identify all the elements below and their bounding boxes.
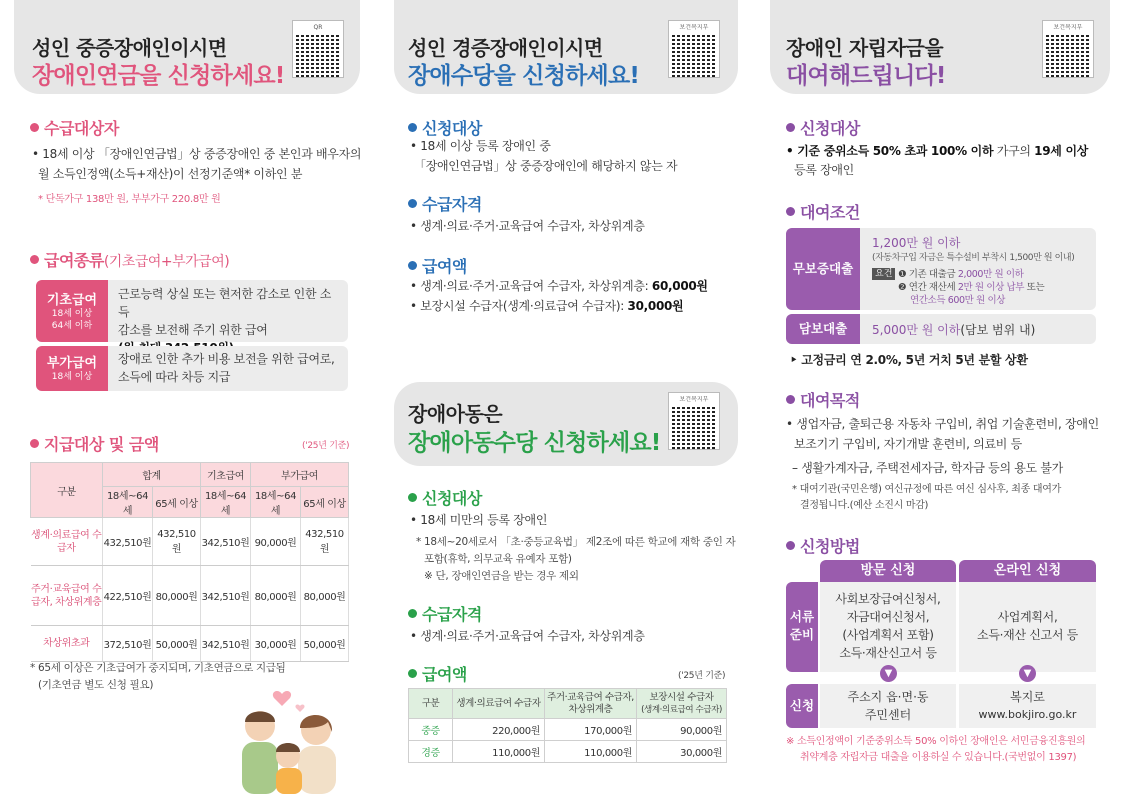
- footnote-2: (기초연금 별도 신청 필요): [38, 679, 154, 691]
- child-note-1: * 18세~20세로서 「초·중등교육법」 제2조에 따른 학교에 재학 중인 자: [416, 536, 736, 548]
- unsecured-limit: 1,200만 원 이하: [872, 236, 961, 250]
- family-illustration: [220, 686, 360, 794]
- visit-docs-box: [820, 582, 956, 672]
- purpose-line-2: 보조기기 구입비, 자기개발 훈련비, 의료비 등: [794, 437, 1022, 451]
- chevron-down-icon: ▼: [1019, 665, 1036, 682]
- qr-pattern: [296, 33, 340, 77]
- row-header: 경증: [409, 741, 453, 763]
- bullet-icon: [408, 493, 417, 502]
- row-header: 차상위초과: [31, 626, 103, 662]
- desc-line: 소득에 따라 차등 지급: [118, 370, 231, 384]
- recipients-line-1: • 18세 이상 「장애인연금법」상 중증장애인 중 본인과 배우자의: [32, 147, 362, 161]
- limit-note: (담보 범위 내): [960, 323, 1036, 337]
- section-title: 지급대상 및 금액: [44, 435, 159, 454]
- req-value: 2만 원 이상 납부: [957, 282, 1025, 293]
- doc-item: 사업계획서,: [997, 610, 1058, 624]
- bullet-icon: [408, 123, 417, 132]
- cell: 90,000원: [637, 719, 727, 741]
- header-pension: [14, 0, 360, 94]
- bullet-icon: [786, 395, 795, 404]
- header-line-1: 장애아동은: [408, 402, 503, 426]
- tag-age: 18세 이상: [51, 372, 93, 382]
- header-allowance: [394, 0, 738, 94]
- header-loan: [770, 0, 1110, 94]
- section-title: 신청대상: [422, 489, 482, 508]
- header-line-2: 대여해드립니다!: [786, 63, 946, 89]
- amount-line-1: [410, 276, 708, 296]
- desc-line: 감소를 보전해 주기 위한 급여: [118, 323, 268, 337]
- bullet-icon: [786, 207, 795, 216]
- requirement-3: 연간소득 600만 원 이상: [910, 295, 1006, 306]
- doc-item: 사회보장급여신청서,: [835, 592, 941, 606]
- purpose-note-2: 결정됩니다.(예산 소진시 마감): [800, 500, 929, 511]
- child-amount-basis: ('25년 기준): [678, 671, 726, 681]
- cell: 80,000원: [251, 566, 301, 626]
- purpose-line-1: • 생업자금, 출퇴근용 자동차 구입비, 취업 기술훈련비, 장애인: [786, 417, 1099, 431]
- section-title: 신청방법: [800, 537, 860, 556]
- section-qualification: [408, 192, 482, 215]
- table-row: [409, 719, 727, 741]
- qr-pattern: [672, 405, 716, 449]
- panel-self-reliance-loan: [756, 0, 1126, 794]
- unsecured-loan-tag: 무보증대출: [786, 228, 860, 310]
- panel-disability-pension: [0, 0, 362, 794]
- recipients-line-2: 월 소득인정액(소득+재산)이 선정기준액* 이하인 분: [38, 167, 303, 181]
- eligible-line-1: • 18세 이상 등록 장애인 중: [410, 139, 551, 153]
- section-child-qualification: [408, 602, 482, 625]
- section-title: 급여종류: [44, 251, 104, 270]
- bullet-icon: [786, 123, 795, 132]
- section-title: 급여액: [422, 665, 467, 684]
- cell: 90,000원: [251, 518, 301, 566]
- qr-pattern: [672, 33, 716, 77]
- col-header-line: (생계·의료급여 수급자): [641, 704, 722, 715]
- section-child-eligible: [408, 486, 482, 509]
- place-line: 주민센터: [864, 708, 912, 722]
- requirement-2: [898, 279, 1044, 293]
- col-header: 18세~64세: [251, 487, 301, 518]
- req-label: ❷ 연간 재산세: [898, 282, 958, 293]
- qr-code[interactable]: [668, 20, 720, 78]
- doc-item: 소득·재산 신고서 등: [977, 628, 1078, 642]
- section-apply-method: [786, 534, 860, 557]
- header-line-1: 성인 중증장애인이시면: [32, 36, 227, 60]
- cell: 342,510원: [201, 518, 251, 566]
- purpose-note-1: * 대여기관(국민은행) 여신규정에 따른 여신 심사후, 최종 대여가: [792, 484, 1061, 495]
- eligible-line-2: 「장애인연금법」상 중증장애인에 해당하지 않는 자: [414, 159, 678, 173]
- qr-label: QR: [313, 24, 323, 31]
- place-line: 주소지 읍·면·동: [847, 690, 929, 704]
- table-row: [409, 741, 727, 763]
- section-title: 급여액: [422, 257, 467, 276]
- col-header: 주거·교육급여 수급자, 차상위계층: [545, 689, 637, 719]
- table-row: [31, 518, 349, 566]
- section-loan-eligible: [786, 116, 860, 139]
- qualification-line: • 생계·의료·주거·교육급여 수급자, 차상위계층: [410, 219, 645, 233]
- bokjiro-link[interactable]: www.bokjiro.go.kr: [978, 708, 1077, 721]
- cell: 432,510원: [153, 518, 201, 566]
- section-title: 수급자격: [422, 195, 482, 214]
- cell: 422,510원: [103, 566, 153, 626]
- header-line-1: 성인 경증장애인이시면: [408, 36, 603, 60]
- cell: 80,000원: [301, 566, 349, 626]
- section-title: 대여목적: [800, 391, 860, 410]
- header-line-2: 장애수당을 신청하세요!: [408, 63, 640, 89]
- purpose-line-3: – 생활가계자금, 주택전세자금, 학자금 등의 용도 불가: [792, 461, 1063, 475]
- amount-label: • 보장시설 수급자(생계·의료급여 수급자):: [410, 299, 628, 313]
- child-note-2: 포함(휴학, 의무교육 유예자 포함): [424, 553, 572, 565]
- cell: 30,000원: [637, 741, 727, 763]
- section-title: 수급대상자: [44, 119, 119, 138]
- cell: 110,000원: [545, 741, 637, 763]
- loan-eligible-line-1: [786, 141, 1088, 161]
- col-header: 구분: [409, 689, 453, 719]
- interest-note: ‣ 고정금리 연 2.0%, 5년 거치 5년 분할 상환: [790, 353, 1028, 367]
- docs-label: [786, 582, 818, 672]
- bullet-icon: [408, 609, 417, 618]
- box-basic-benefit: [36, 280, 348, 342]
- col-header: 부가급여: [251, 463, 349, 487]
- child-allowance-table: [408, 688, 727, 763]
- cell: 342,510원: [201, 566, 251, 626]
- qr-code[interactable]: [292, 20, 344, 78]
- docs-label-line: 서류: [789, 609, 815, 624]
- tag-age-1: 18세 이상: [51, 309, 93, 319]
- req-label: ❶ 기존 대출금: [898, 269, 958, 280]
- cell: 50,000원: [153, 626, 201, 662]
- docs-label-line: 준비: [789, 627, 815, 642]
- online-docs-box: [959, 582, 1096, 672]
- col-header: 합계: [103, 463, 201, 487]
- requirement-1: [898, 266, 1023, 280]
- section-loan-purpose: [786, 388, 860, 411]
- qr-label: 보건복지부: [679, 24, 709, 31]
- amount-label: • 생계·의료·주거·교육급여 수급자, 차상위계층:: [410, 279, 652, 293]
- desc-line: 장애로 인한 추가 비용 보전을 위한 급여로,: [118, 352, 335, 366]
- section-title: 신청대상: [422, 119, 482, 138]
- child-qualification-line: • 생계·의료·주거·교육급여 수급자, 차상위계층: [410, 629, 645, 643]
- doc-item: (사업계획서 포함): [842, 628, 934, 642]
- cell: 80,000원: [153, 566, 201, 626]
- bullet-icon: [30, 123, 39, 132]
- panel-disability-allowance: [376, 0, 738, 794]
- row-header: 주거·교육급여 수급자, 차상위계층: [31, 566, 103, 626]
- cell: 372,510원: [103, 626, 153, 662]
- tab-online-apply: 온라인 신청: [959, 560, 1096, 582]
- qr-code[interactable]: [668, 392, 720, 450]
- section-amount: [408, 254, 467, 277]
- cell: 342,510원: [201, 626, 251, 662]
- row-header: 중증: [409, 719, 453, 741]
- child-eligible-line: • 18세 미만의 등록 장애인: [410, 513, 548, 527]
- bullet-icon: [408, 199, 417, 208]
- qr-label: 보건복지부: [1053, 24, 1083, 31]
- col-header: 18세~64세: [201, 487, 251, 518]
- col-header: 65세 이상: [301, 487, 349, 518]
- tag-extra-benefit: [36, 346, 108, 391]
- doc-item: 자금대여신청서,: [846, 610, 930, 624]
- tag-age-2: 64세 이하: [51, 321, 93, 331]
- section-recipients: [30, 116, 119, 139]
- req-value: 2,000만 원 이하: [957, 269, 1024, 280]
- visit-place-box: [820, 684, 956, 728]
- desc-line: 근로능력 상실 또는 현저한 감소로 인한 소득: [118, 287, 332, 319]
- bullet-icon: [30, 439, 39, 448]
- cell: 50,000원: [301, 626, 349, 662]
- header-line-2: 장애아동수당 신청하세요!: [408, 430, 661, 456]
- footnote-1: ※ 소득인정액이 기준중위소득 50% 이하인 장애인은 서민금융진흥원의: [786, 736, 1086, 747]
- col-header: 구분: [31, 463, 103, 518]
- cell: 432,510원: [103, 518, 153, 566]
- apply-label: 신청: [786, 684, 818, 728]
- amount-value: 60,000원: [651, 279, 708, 293]
- bullet-icon: [786, 541, 795, 550]
- qr-code[interactable]: [1042, 20, 1094, 78]
- box-extra-benefit: [36, 346, 348, 391]
- section-subtitle: (기초급여+부가급여): [103, 254, 230, 270]
- cell: 110,000원: [453, 741, 545, 763]
- col-header: 기초급여: [201, 463, 251, 487]
- amounts-basis-note: ('25년 기준): [302, 441, 350, 451]
- footnote-2: 취약계층 자립자금 대출을 이용하실 수 있습니다.(국번없이 1397): [800, 752, 1077, 763]
- unsecured-loan-box: [786, 228, 1096, 310]
- section-title: 대여조건: [800, 203, 860, 222]
- col-header: 18세~64세: [103, 487, 153, 518]
- chevron-down-icon: ▼: [880, 665, 897, 682]
- secured-limit: [872, 321, 1035, 338]
- limit-value: 5,000만 원 이하: [872, 323, 961, 337]
- header-child-allowance: [394, 382, 738, 466]
- emphasis: 19세 이상: [1034, 144, 1089, 158]
- row-header: 생계·의료급여 수급자: [31, 518, 103, 566]
- section-benefit-types: [30, 248, 229, 271]
- doc-item: 소득·재산신고서 등: [839, 646, 937, 660]
- col-header: 생계·의료급여 수급자: [453, 689, 545, 719]
- section-loan-conditions: [786, 200, 860, 223]
- secured-loan-tag: 담보대출: [786, 314, 860, 344]
- header-line-2: 장애인연금을 신청하세요!: [32, 63, 285, 89]
- emphasis: • 기준 중위소득 50% 초과 100% 이하: [786, 144, 994, 158]
- bullet-icon: [30, 255, 39, 264]
- online-place-box[interactable]: [959, 684, 1096, 728]
- requirement-tag: 요건: [872, 268, 895, 280]
- pension-amount-table: [30, 462, 349, 662]
- loan-eligible-line-2: 등록 장애인: [794, 163, 854, 177]
- req-label: 또는: [1024, 282, 1045, 293]
- unsecured-car-note: (자동차구입 자금은 특수설비 부착시 1,500만 원 이내): [872, 253, 1075, 263]
- tab-visit-apply: 방문 신청: [820, 560, 956, 582]
- col-header: 65세 이상: [153, 487, 201, 518]
- extra-benefit-desc: [118, 350, 340, 386]
- section-title: 수급자격: [422, 605, 482, 624]
- tag-basic-benefit: [36, 280, 108, 342]
- col-header-line: 보장시설 수급자: [649, 691, 714, 703]
- qr-label: 보건복지부: [679, 396, 709, 403]
- secured-loan-box: [786, 314, 1096, 344]
- cell: 170,000원: [545, 719, 637, 741]
- cell: 432,510원: [301, 518, 349, 566]
- recipients-note: * 단독가구 138만 원, 부부가구 220.8만 원: [38, 194, 221, 205]
- section-title: 신청대상: [800, 119, 860, 138]
- bullet-icon: [408, 669, 417, 678]
- cell: 220,000원: [453, 719, 545, 741]
- qr-pattern: [1046, 33, 1090, 77]
- tag-title: 기초급여: [46, 293, 98, 308]
- col-header: [637, 689, 727, 719]
- cell: 30,000원: [251, 626, 301, 662]
- section-amounts: [30, 432, 159, 455]
- child-note-3: ※ 단, 장애인연금을 받는 경우 제외: [424, 570, 579, 582]
- amount-line-2: [410, 296, 683, 316]
- tag-title: 부가급여: [46, 356, 98, 371]
- footnote-1: * 65세 이상은 기초급여가 중지되며, 기초연금으로 지급됨: [30, 662, 286, 674]
- bullet-icon: [408, 261, 417, 270]
- table-row: [31, 626, 349, 662]
- amount-value: 30,000원: [627, 299, 684, 313]
- section-child-amount: [408, 662, 467, 685]
- header-line-1: 장애인 자립자금을: [786, 36, 944, 60]
- table-row: [31, 566, 349, 626]
- place-line: 복지로: [1010, 690, 1045, 704]
- plain: 가구의: [993, 144, 1035, 158]
